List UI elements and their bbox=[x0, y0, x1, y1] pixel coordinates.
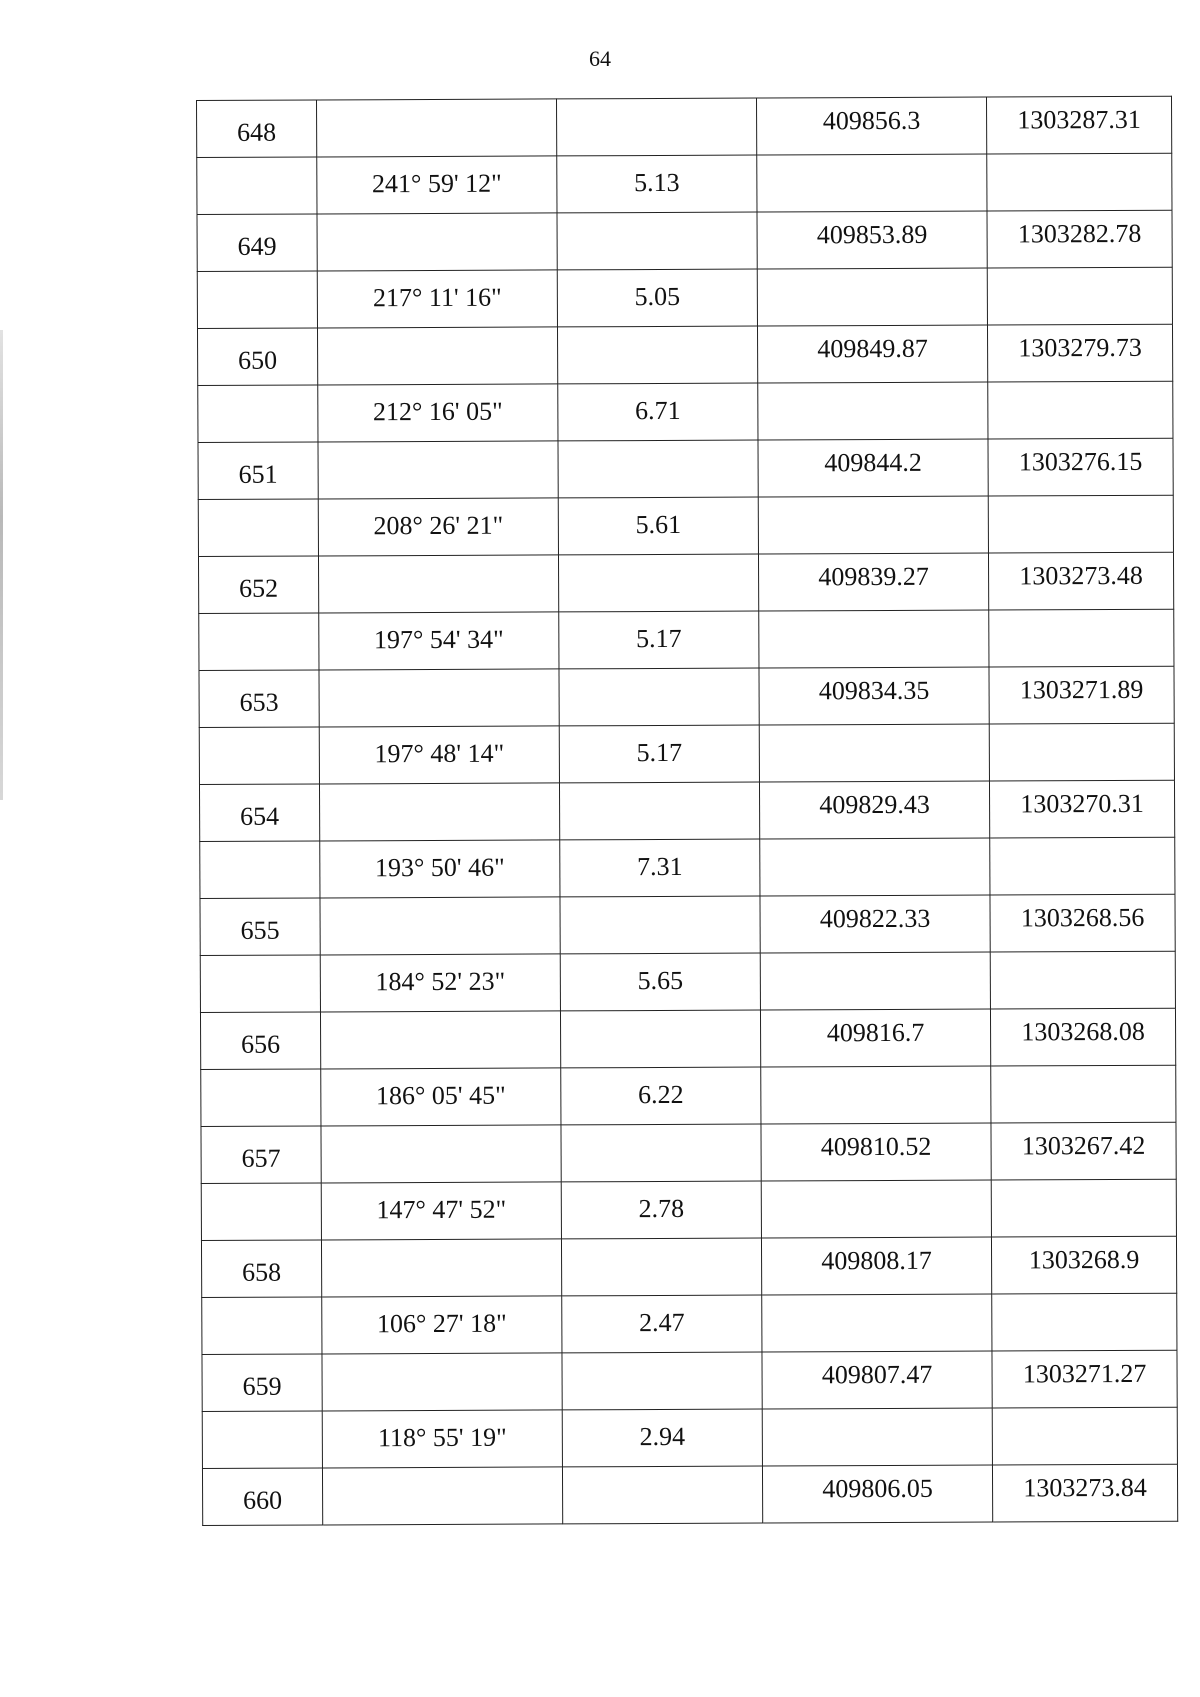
x-coordinate-cell: 409834.35 bbox=[759, 667, 989, 725]
x-coordinate-cell: 409816.7 bbox=[760, 1009, 990, 1067]
bearing-cell bbox=[318, 441, 558, 499]
distance-cell: 2.78 bbox=[561, 1181, 761, 1239]
x-coordinate-cell bbox=[757, 154, 987, 212]
point-number-cell bbox=[200, 955, 320, 1013]
distance-cell: 5.13 bbox=[557, 155, 757, 213]
x-coordinate-cell: 409856.3 bbox=[756, 97, 986, 155]
point-number-cell: 652 bbox=[198, 556, 318, 614]
bearing-cell bbox=[321, 1125, 561, 1183]
y-coordinate-cell: 1303276.15 bbox=[988, 438, 1173, 496]
segment-row bbox=[197, 153, 1172, 214]
page-number: 64 bbox=[589, 46, 611, 71]
distance-cell: 5.17 bbox=[559, 611, 759, 669]
point-number-cell: 649 bbox=[197, 214, 317, 272]
distance-cell bbox=[560, 1010, 760, 1068]
y-coordinate-cell bbox=[989, 723, 1174, 781]
distance-cell: 6.71 bbox=[558, 383, 758, 441]
segment-row bbox=[202, 1407, 1177, 1468]
point-row bbox=[200, 894, 1175, 955]
bearing-cell: 197° 54' 34" bbox=[319, 612, 559, 670]
y-coordinate-cell: 1303287.31 bbox=[986, 96, 1171, 154]
point-number-cell bbox=[199, 727, 319, 785]
bearing-cell: 106° 27' 18" bbox=[322, 1296, 562, 1354]
point-number-cell: 657 bbox=[201, 1126, 321, 1184]
y-coordinate-cell: 1303273.48 bbox=[988, 552, 1173, 610]
bearing-cell bbox=[322, 1353, 562, 1411]
point-row bbox=[202, 1350, 1177, 1411]
x-coordinate-cell: 409829.43 bbox=[759, 781, 989, 839]
x-coordinate-cell bbox=[759, 610, 989, 668]
distance-cell: 6.22 bbox=[561, 1067, 761, 1125]
y-coordinate-cell: 1303268.08 bbox=[990, 1008, 1175, 1066]
y-coordinate-cell bbox=[987, 153, 1172, 211]
x-coordinate-cell: 409822.33 bbox=[760, 895, 990, 953]
distance-cell bbox=[561, 1238, 761, 1296]
point-row bbox=[200, 1008, 1175, 1069]
y-coordinate-cell bbox=[992, 1407, 1177, 1465]
x-coordinate-cell bbox=[760, 952, 990, 1010]
y-coordinate-cell bbox=[987, 267, 1172, 325]
bearing-cell: 217° 11' 16" bbox=[317, 270, 557, 328]
y-coordinate-cell bbox=[992, 1293, 1177, 1351]
segment-row bbox=[197, 267, 1172, 328]
y-coordinate-cell: 1303271.89 bbox=[989, 666, 1174, 724]
point-row bbox=[201, 1236, 1176, 1297]
distance-cell: 7.31 bbox=[560, 839, 760, 897]
x-coordinate-cell: 409844.2 bbox=[758, 439, 988, 497]
distance-cell bbox=[562, 1352, 762, 1410]
distance-cell: 2.94 bbox=[562, 1409, 762, 1467]
y-coordinate-cell: 1303268.9 bbox=[991, 1236, 1176, 1294]
bearing-cell: 241° 59' 12" bbox=[317, 156, 557, 214]
bearing-cell bbox=[320, 897, 560, 955]
distance-cell bbox=[560, 896, 760, 954]
point-row bbox=[197, 96, 1172, 157]
distance-cell bbox=[559, 782, 759, 840]
point-number-cell: 660 bbox=[202, 1468, 322, 1526]
y-coordinate-cell bbox=[989, 609, 1174, 667]
segment-row bbox=[198, 381, 1173, 442]
point-number-cell: 653 bbox=[199, 670, 319, 728]
x-coordinate-cell bbox=[762, 1294, 992, 1352]
bearing-cell bbox=[320, 1011, 560, 1069]
distance-cell: 5.17 bbox=[559, 725, 759, 783]
segment-row bbox=[201, 1179, 1176, 1240]
bearing-cell: 118° 55' 19" bbox=[322, 1410, 562, 1468]
point-number-cell bbox=[199, 613, 319, 671]
distance-cell bbox=[562, 1466, 762, 1524]
segment-row bbox=[198, 495, 1173, 556]
point-number-cell bbox=[201, 1069, 321, 1127]
distance-cell bbox=[558, 554, 758, 612]
bearing-cell bbox=[317, 99, 557, 157]
segment-row bbox=[201, 1065, 1176, 1126]
y-coordinate-cell: 1303271.27 bbox=[992, 1350, 1177, 1408]
distance-cell bbox=[556, 98, 756, 156]
point-number-cell: 651 bbox=[198, 442, 318, 500]
segment-row bbox=[199, 609, 1174, 670]
segment-row bbox=[200, 837, 1175, 898]
point-row bbox=[201, 1122, 1176, 1183]
point-row bbox=[197, 324, 1172, 385]
bearing-cell: 186° 05' 45" bbox=[321, 1068, 561, 1126]
bearing-cell bbox=[321, 1239, 561, 1297]
y-coordinate-cell bbox=[988, 381, 1173, 439]
distance-cell: 5.05 bbox=[557, 269, 757, 327]
segment-row bbox=[199, 723, 1174, 784]
distance-cell: 5.61 bbox=[558, 497, 758, 555]
bearing-cell bbox=[317, 213, 557, 271]
distance-cell: 5.65 bbox=[560, 953, 760, 1011]
y-coordinate-cell: 1303282.78 bbox=[987, 210, 1172, 268]
scan-edge-artifact bbox=[0, 330, 3, 800]
y-coordinate-cell bbox=[990, 951, 1175, 1009]
x-coordinate-cell: 409839.27 bbox=[758, 553, 988, 611]
y-coordinate-cell bbox=[991, 1065, 1176, 1123]
bearing-cell: 197° 48' 14" bbox=[319, 726, 559, 784]
distance-cell bbox=[558, 440, 758, 498]
x-coordinate-cell bbox=[758, 382, 988, 440]
point-number-cell: 656 bbox=[200, 1012, 320, 1070]
segment-row bbox=[202, 1293, 1177, 1354]
point-number-cell bbox=[201, 1183, 321, 1241]
table-body bbox=[197, 96, 1178, 1525]
bearing-cell: 147° 47' 52" bbox=[321, 1182, 561, 1240]
point-row bbox=[198, 438, 1173, 499]
bearing-cell bbox=[317, 327, 557, 385]
x-coordinate-cell bbox=[761, 1066, 991, 1124]
x-coordinate-cell: 409807.47 bbox=[762, 1351, 992, 1409]
bearing-cell bbox=[318, 555, 558, 613]
x-coordinate-cell: 409849.87 bbox=[757, 325, 987, 383]
bearing-cell bbox=[319, 669, 559, 727]
point-row bbox=[197, 210, 1172, 271]
distance-cell bbox=[557, 326, 757, 384]
point-number-cell: 659 bbox=[202, 1354, 322, 1412]
x-coordinate-cell: 409810.52 bbox=[761, 1123, 991, 1181]
y-coordinate-cell bbox=[990, 837, 1175, 895]
bearing-cell: 208° 26' 21" bbox=[318, 498, 558, 556]
x-coordinate-cell bbox=[759, 724, 989, 782]
point-number-cell: 658 bbox=[201, 1240, 321, 1298]
y-coordinate-cell: 1303268.56 bbox=[990, 894, 1175, 952]
x-coordinate-cell bbox=[761, 1180, 991, 1238]
point-number-cell bbox=[198, 385, 318, 443]
x-coordinate-cell bbox=[760, 838, 990, 896]
point-number-cell bbox=[202, 1411, 322, 1469]
survey-coordinates-table bbox=[196, 96, 1178, 1526]
y-coordinate-cell: 1303273.84 bbox=[992, 1464, 1177, 1522]
point-row bbox=[199, 780, 1174, 841]
y-coordinate-cell: 1303270.31 bbox=[989, 780, 1174, 838]
distance-cell bbox=[557, 212, 757, 270]
point-number-cell bbox=[198, 499, 318, 557]
x-coordinate-cell: 409808.17 bbox=[761, 1237, 991, 1295]
bearing-cell: 193° 50' 46" bbox=[320, 840, 560, 898]
point-number-cell: 654 bbox=[199, 784, 319, 842]
y-coordinate-cell: 1303267.42 bbox=[991, 1122, 1176, 1180]
point-row bbox=[202, 1464, 1177, 1525]
point-number-cell: 650 bbox=[197, 328, 317, 386]
y-coordinate-cell bbox=[988, 495, 1173, 553]
x-coordinate-cell: 409853.89 bbox=[757, 211, 987, 269]
point-number-cell bbox=[197, 271, 317, 329]
point-row bbox=[199, 666, 1174, 727]
point-number-cell: 648 bbox=[197, 100, 317, 158]
y-coordinate-cell bbox=[991, 1179, 1176, 1237]
distance-cell: 2.47 bbox=[562, 1295, 762, 1353]
x-coordinate-cell bbox=[757, 268, 987, 326]
point-row bbox=[198, 552, 1173, 613]
distance-cell bbox=[559, 668, 759, 726]
bearing-cell: 212° 16' 05" bbox=[318, 384, 558, 442]
x-coordinate-cell: 409806.05 bbox=[762, 1465, 992, 1523]
x-coordinate-cell bbox=[762, 1408, 992, 1466]
bearing-cell: 184° 52' 23" bbox=[320, 954, 560, 1012]
bearing-cell bbox=[319, 783, 559, 841]
distance-cell bbox=[561, 1124, 761, 1182]
segment-row bbox=[200, 951, 1175, 1012]
point-number-cell bbox=[197, 157, 317, 215]
y-coordinate-cell: 1303279.73 bbox=[987, 324, 1172, 382]
x-coordinate-cell bbox=[758, 496, 988, 554]
point-number-cell bbox=[202, 1297, 322, 1355]
bearing-cell bbox=[322, 1467, 562, 1525]
point-number-cell: 655 bbox=[200, 898, 320, 956]
point-number-cell bbox=[200, 841, 320, 899]
